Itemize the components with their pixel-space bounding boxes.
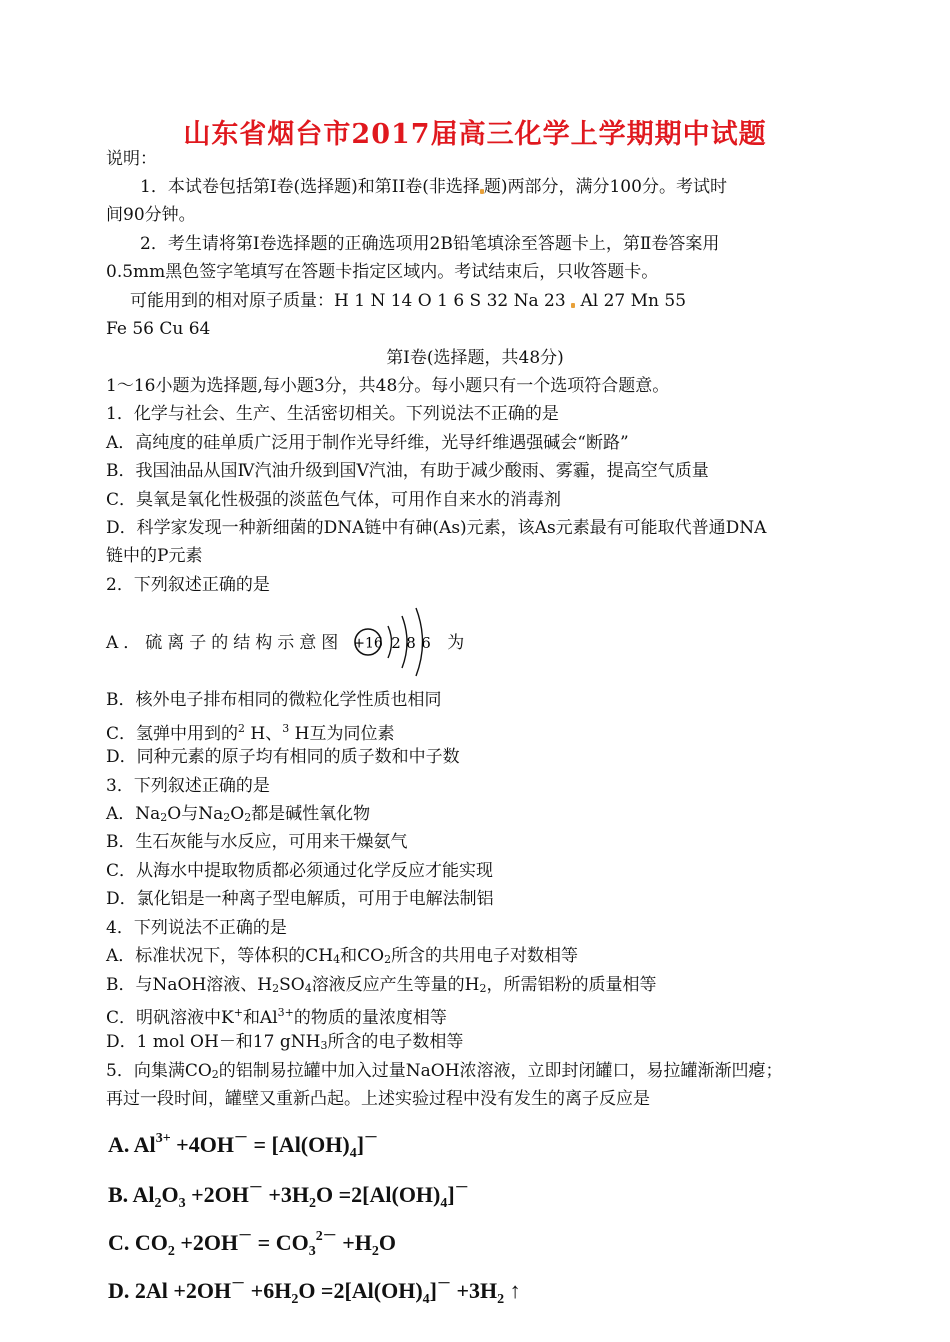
atomic-masses-cont: Fe 56 Cu 64 [106, 319, 211, 339]
section-instructions: 1～16小题为选择题,每小题3分，共48分。每小题只有一个选项符合题意。 [106, 376, 670, 396]
intro-note-2: 2．考生请将第Ⅰ卷选择题的正确选项用2B铅笔填涂至答题卡上，第Ⅱ卷答案用 [140, 234, 720, 254]
q1-stem: 1．化学与社会、生产、生活密切相关。下列说法不正确的是 [106, 404, 559, 424]
intro-note-1-cont: 间90分钟。 [106, 205, 196, 225]
intro-note-2-cont: 0.5mm黑色签字笔填写在答题卡指定区域内。考试结束后，只收答题卡。 [106, 262, 659, 282]
q1-option-d-cont: 链中的P元素 [106, 546, 203, 566]
q3-stem: 3．下列叙述正确的是 [106, 776, 270, 796]
intro-label: 说明： [106, 149, 157, 169]
q4-option-b: B．与NaOH溶液、H2SO4溶液反应产生等量的H2，所需铝粉的质量相等 [106, 975, 657, 995]
q3-option-b: B．生石灰能与水反应，可用来干燥氨气 [106, 832, 408, 852]
intro-note-1: 1．本试卷包括第Ⅰ卷(选择题)和第II卷(非选择 题)两部分，满分100分。考试时 [140, 177, 727, 197]
q5-option-a-equation: A. $Al^{3+} +4OH^- = [Al(OH)_4]^-$ [108, 1131, 379, 1161]
q5-option-c-equation: C. $CO_2 +2OH^- = CO_3^{2-} +H_2O$ [108, 1229, 396, 1259]
shell-electrons-2: 8 [406, 634, 416, 652]
shell-electrons-3: 6 [421, 634, 431, 652]
q2-option-d: D．同种元素的原子均有相同的质子数和中子数 [106, 747, 460, 767]
q3-option-c: C．从海水中提取物质都必须通过化学反应才能实现 [106, 861, 494, 881]
q5-option-b-equation: B. $Al_2O_3 +2OH^- +3H_2O =2[Al(OH)_4]^-$ [108, 1181, 469, 1211]
q4-stem: 4．下列说法不正确的是 [106, 918, 287, 938]
q1-option-a: A．高纯度的硅单质广泛用于制作光导纤维，光导纤维遇强碱会“断路” [106, 433, 629, 453]
q4-option-d: D．1 mol OH－和17 gNH3所含的电子数相等 [106, 1032, 464, 1052]
q5-stem: 5．向集满CO2的铝制易拉罐中加入过量NaOH浓溶液，立即封闭罐口，易拉罐渐渐凹瘪； [106, 1061, 783, 1081]
q2-option-c: C．氢弹中用到的$^2$ H、$^3$ H互为同位素 [106, 722, 395, 744]
nucleus-charge: +16 [353, 635, 383, 652]
section-heading: 第Ⅰ卷(选择题，共48分) [386, 348, 564, 368]
q5-stem-cont: 再过一段时间，罐壁又重新凸起。上述实验过程中没有发生的离子反应是 [106, 1089, 650, 1109]
q1-option-b: B．我国油品从国Ⅳ汽油升级到国Ⅴ汽油，有助于减少酸雨、雾霾，提高空气质量 [106, 461, 709, 481]
q2-option-b: B．核外电子排布相同的微粒化学性质也相同 [106, 690, 442, 710]
q2-stem: 2．下列叙述正确的是 [106, 575, 270, 595]
page-title: 山东省烟台市2017届高三化学上学期期中试题 [183, 119, 767, 150]
q3-option-a: A．Na2O与Na2O2都是碱性氧化物 [106, 804, 371, 824]
q1-option-c: C．臭氧是氧化性极强的淡蓝色气体，可用作自来水的消毒剂 [106, 490, 562, 510]
q3-option-d: D．氯化铝是一种离子型电解质，可用于电解法制铝 [106, 889, 494, 909]
q5-option-d-equation: D. $2Al +2OH^- +6H_2O =2[Al(OH)_4]^- +3H_2$ ↑ [108, 1277, 521, 1307]
q4-option-c: C．明矾溶液中K+和$Al^{3+}$的物质的量浓度相等 [106, 1006, 447, 1028]
q2-option-a: A．硫离子的结构示意图 为 [106, 633, 470, 653]
sulfur-ion-structure-diagram [352, 604, 442, 680]
q4-option-a: A．标准状况下，等体积的CH4和CO2所含的共用电子对数相等 [106, 946, 579, 966]
shell-electrons-1: 2 [391, 634, 401, 652]
atomic-masses: 可能用到的相对原子质量：H 1 N 14 O 1 6 S 32 Na 23 Al 27 Mn 55 [130, 291, 687, 311]
q1-option-d: D．科学家发现一种新细菌的DNA链中有砷(As)元素，该As元素最有可能取代普通DNA [106, 518, 767, 538]
